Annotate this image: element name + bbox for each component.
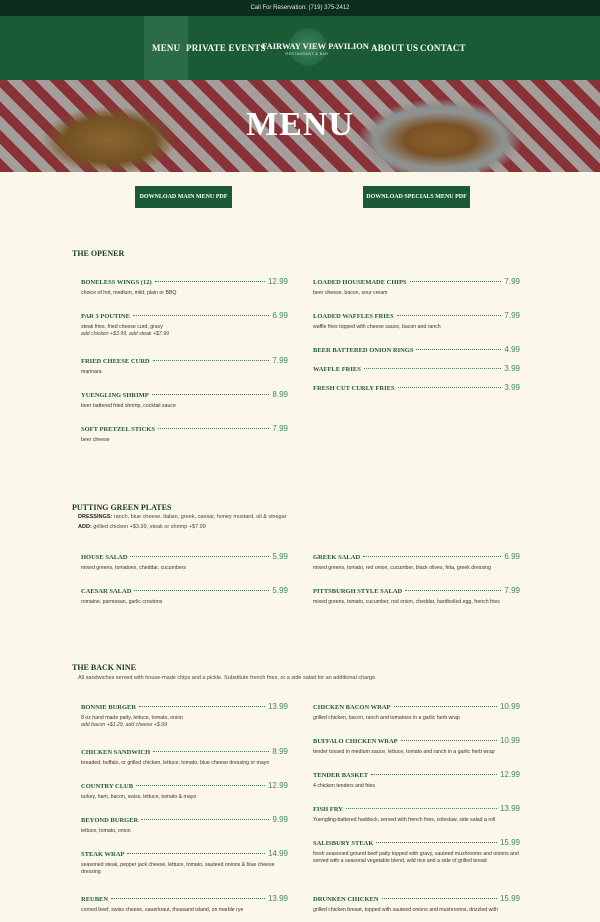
dot-leader — [363, 556, 501, 557]
download-specials-menu-button[interactable]: DOWNLOAD SPECIALS MENU PDF — [363, 186, 470, 208]
item-text: DRESSINGS: — [78, 514, 113, 520]
menu-item — [313, 277, 520, 297]
item-desc: beer cheese, bacon, sour cream — [313, 290, 388, 296]
item-price: 13.99 — [499, 804, 520, 813]
page-title: MENU — [246, 106, 354, 143]
item-name: PAR 3 POUTINE — [81, 313, 130, 320]
dot-leader — [153, 751, 269, 752]
menu-item — [81, 311, 288, 338]
dot-leader — [397, 315, 502, 316]
dot-leader — [152, 394, 270, 395]
item-name: CAESAR SALAD — [81, 588, 132, 595]
item-name: HOUSE SALAD — [81, 554, 128, 561]
item-price: 12.99 — [267, 277, 288, 286]
item-desc: turkey, ham, bacon, swiss, lettuce, tomato & mayo — [81, 794, 197, 800]
section-title-opener: THE OPENER — [72, 249, 125, 258]
section-title-back-nine: THE BACK NINE — [72, 663, 137, 672]
item-name: CHICKEN BACON WRAP — [313, 704, 391, 711]
nav-menu[interactable]: MENU — [144, 16, 188, 80]
menu-item — [313, 364, 520, 373]
menu-item — [81, 849, 288, 876]
item-desc: corned beef, swiss cheese, sauerkraut, thousand island, on marble rye — [81, 907, 244, 913]
item-name: DRUNKEN CHICKEN — [313, 896, 379, 903]
item-price: 9.99 — [272, 815, 288, 824]
item-name: LOADED WAFFLES FRIES — [313, 313, 394, 320]
item-price: 13.99 — [267, 894, 288, 903]
dot-leader — [371, 774, 497, 775]
item-price: 8.99 — [272, 390, 288, 399]
menu-item — [81, 356, 288, 376]
menu-item — [313, 838, 520, 865]
item-price: 12.99 — [267, 781, 288, 790]
item-sub: add chicken +$3.99, add steak +$7.99 — [81, 331, 169, 337]
item-name: BONELESS WINGS (12) — [81, 279, 152, 286]
menu-item — [313, 345, 520, 354]
item-desc: mixed greens, tomato, red onion, cucumber, black olives, feta, greek dressing — [313, 565, 491, 571]
item-name: FRIED CHEESE CURD — [81, 358, 150, 365]
menu-item — [313, 383, 520, 392]
item-name: TENDER BASKET — [313, 772, 369, 779]
add-note — [78, 524, 206, 530]
item-name: SALISBURY STEAK — [313, 840, 374, 847]
item-price: 7.99 — [504, 586, 520, 595]
dot-leader — [133, 315, 269, 316]
dot-leader — [364, 368, 502, 369]
menu-item — [81, 390, 288, 410]
item-price: 12.99 — [499, 770, 520, 779]
item-desc: breaded, buffalo, or grilled chicken, lettuce, tomato, blue cheese dressing or mayo — [81, 760, 270, 766]
item-text: ADD: — [78, 524, 92, 530]
dot-leader — [139, 706, 265, 707]
item-name: GREEK SALAD — [313, 554, 361, 561]
menu-item — [81, 586, 288, 606]
item-name: CHICKEN SANDWICH — [81, 749, 151, 756]
dressings-note — [78, 514, 287, 520]
item-price: 15.99 — [499, 838, 520, 847]
item-price: 10.99 — [499, 702, 520, 711]
nav-contact[interactable]: CONTACT — [420, 43, 466, 53]
item-name: YUENGLING SHRIMP — [81, 392, 149, 399]
dot-leader — [155, 281, 265, 282]
reservation-bar — [0, 0, 600, 16]
item-price: 7.99 — [272, 356, 288, 365]
menu-item — [313, 311, 520, 331]
logo-title: FAIRWAY VIEW PAVILION — [262, 41, 369, 51]
dot-leader — [394, 706, 497, 707]
item-name: STEAK WRAP — [81, 851, 125, 858]
menu-item — [313, 552, 520, 572]
logo[interactable] — [262, 24, 369, 74]
item-sub: add bacon +$1.29, add cheese +$.99 — [81, 722, 167, 728]
item-price: 13.99 — [267, 702, 288, 711]
item-desc: lettuce, tomato, onion — [81, 828, 131, 834]
dot-leader — [153, 360, 270, 361]
menu-item — [81, 781, 288, 801]
menu-item — [81, 894, 288, 914]
item-name: FRESH CUT CURLY FRIES — [313, 385, 395, 392]
main-nav — [0, 16, 600, 80]
item-desc: beer cheese — [81, 437, 110, 443]
item-desc: marinara — [81, 369, 102, 375]
menu-item — [81, 747, 288, 767]
item-text: grilled chicken +$3.99, steak or shrimp +$7.99 — [93, 524, 206, 530]
item-name: LOADED HOUSEMADE CHIPS — [313, 279, 407, 286]
menu-item — [313, 770, 520, 790]
menu-item — [313, 894, 520, 914]
dot-leader — [346, 808, 497, 809]
item-name: BEER BATTERED ONION RINGS — [313, 347, 414, 354]
item-price: 14.99 — [267, 849, 288, 858]
item-desc: grilled chicken breast, topped with sauteed onions and mushrooms, drizzled with — [313, 907, 498, 913]
item-desc: seasoned steak, pepper jack cheese, lettuce, tomato, sauteed onions & blue cheese dressing — [81, 862, 275, 875]
item-desc: 4 chicken tenders and fries — [313, 783, 375, 789]
dot-leader — [130, 556, 269, 557]
dot-leader — [405, 590, 501, 591]
item-price: 8.99 — [272, 747, 288, 756]
item-name: WAFFLE FRIES — [313, 366, 361, 373]
item-desc: 8 oz hand made patty, lettuce, tomato, onion — [81, 715, 183, 721]
item-price: 15.99 — [499, 894, 520, 903]
menu-item — [81, 552, 288, 572]
menu-item — [313, 736, 520, 756]
nav-about[interactable]: ABOUT US — [371, 43, 419, 53]
item-desc: fresh seasoned ground beef patty topped with gravy, sauteed mushrooms and onions and served with a seasonal vegetable blend, wild rice and a side of grilled bread — [313, 851, 519, 864]
menu-item — [81, 815, 288, 835]
item-name: SOFT PRETZEL STICKS — [81, 426, 155, 433]
menu-item — [81, 424, 288, 444]
hero-banner — [0, 80, 600, 172]
dot-leader — [401, 740, 497, 741]
item-desc: grilled chicken, bacon, ranch and tomatoes in a garlic herb wrap — [313, 715, 460, 721]
dot-leader — [398, 387, 502, 388]
item-price: 10.99 — [499, 736, 520, 745]
item-desc: steak fries, fried cheese curd, gravy — [81, 324, 163, 330]
item-name: BEYOND BURGER — [81, 817, 139, 824]
section-title-putting-green: PUTTING GREEN PLATES — [72, 503, 172, 512]
dot-leader — [158, 428, 269, 429]
dot-leader — [136, 785, 265, 786]
menu-item — [313, 804, 520, 824]
menu-item — [313, 586, 520, 606]
dot-leader — [410, 281, 502, 282]
item-name: BONNIE BURGER — [81, 704, 137, 711]
item-desc: beer battered fried shrimp, cocktail sauce — [81, 403, 176, 409]
item-price: 7.99 — [504, 277, 520, 286]
item-price: 6.99 — [272, 311, 288, 320]
download-main-menu-button[interactable]: DOWNLOAD MAIN MENU PDF — [135, 186, 232, 208]
sandwich-note: All sandwiches served with house-made chips and a pickle. Substitute french fries, or a side salad for an additional charge. — [78, 675, 377, 681]
item-desc: tender tossed in medium sauce, lettuce, tomato and ranch in a garlic herb wrap — [313, 749, 495, 755]
item-price: 3.99 — [504, 364, 520, 373]
item-price: 4.99 — [504, 345, 520, 354]
item-name: PITTSBURGH STYLE SALAD — [313, 588, 403, 595]
menu-item — [81, 277, 288, 297]
nav-private-events[interactable]: PRIVATE EVENTS — [186, 43, 266, 53]
item-desc: mixed greens, tomatoes, cheddar, cucumbers — [81, 565, 186, 571]
dot-leader — [134, 590, 269, 591]
item-desc: romaine, parmesan, garlic croutons — [81, 599, 163, 605]
item-price: 7.99 — [504, 311, 520, 320]
item-price: 7.99 — [272, 424, 288, 433]
dot-leader — [141, 819, 269, 820]
item-price: 6.99 — [504, 552, 520, 561]
dot-leader — [127, 853, 265, 854]
item-desc: waffle fries topped with cheese sauce, bacon and ranch — [313, 324, 441, 330]
item-name: REUBEN — [81, 896, 109, 903]
item-price: 5.99 — [272, 586, 288, 595]
item-text: ranch, blue cheese, italian, greek, caesar, honey mustard, oil & vinegar — [113, 514, 287, 520]
menu-item — [81, 702, 288, 729]
item-name: FISH FRY — [313, 806, 343, 813]
dot-leader — [416, 349, 501, 350]
item-desc: choice of hot, medium, mild, plain or BBQ — [81, 290, 177, 296]
dot-leader — [111, 898, 265, 899]
reservation-text: Call For Reservation: (719) 375-2412 — [250, 5, 350, 11]
item-price: 3.99 — [504, 383, 520, 392]
item-price: 5.99 — [272, 552, 288, 561]
dot-leader — [376, 842, 497, 843]
logo-subtitle: RESTAURANT & BAR — [285, 52, 329, 56]
item-desc: Yuengling-battered haddock, served with french fries, coleslaw, side salad a roll — [313, 817, 496, 823]
item-name: BUFFALO CHICKEN WRAP — [313, 738, 398, 745]
menu-item — [313, 702, 520, 722]
item-desc: mixed greens, tomato, cucumber, red onion, cheddar, hardboiled egg, french fries — [313, 599, 500, 605]
dot-leader — [382, 898, 497, 899]
item-name: COUNTRY CLUB — [81, 783, 134, 790]
